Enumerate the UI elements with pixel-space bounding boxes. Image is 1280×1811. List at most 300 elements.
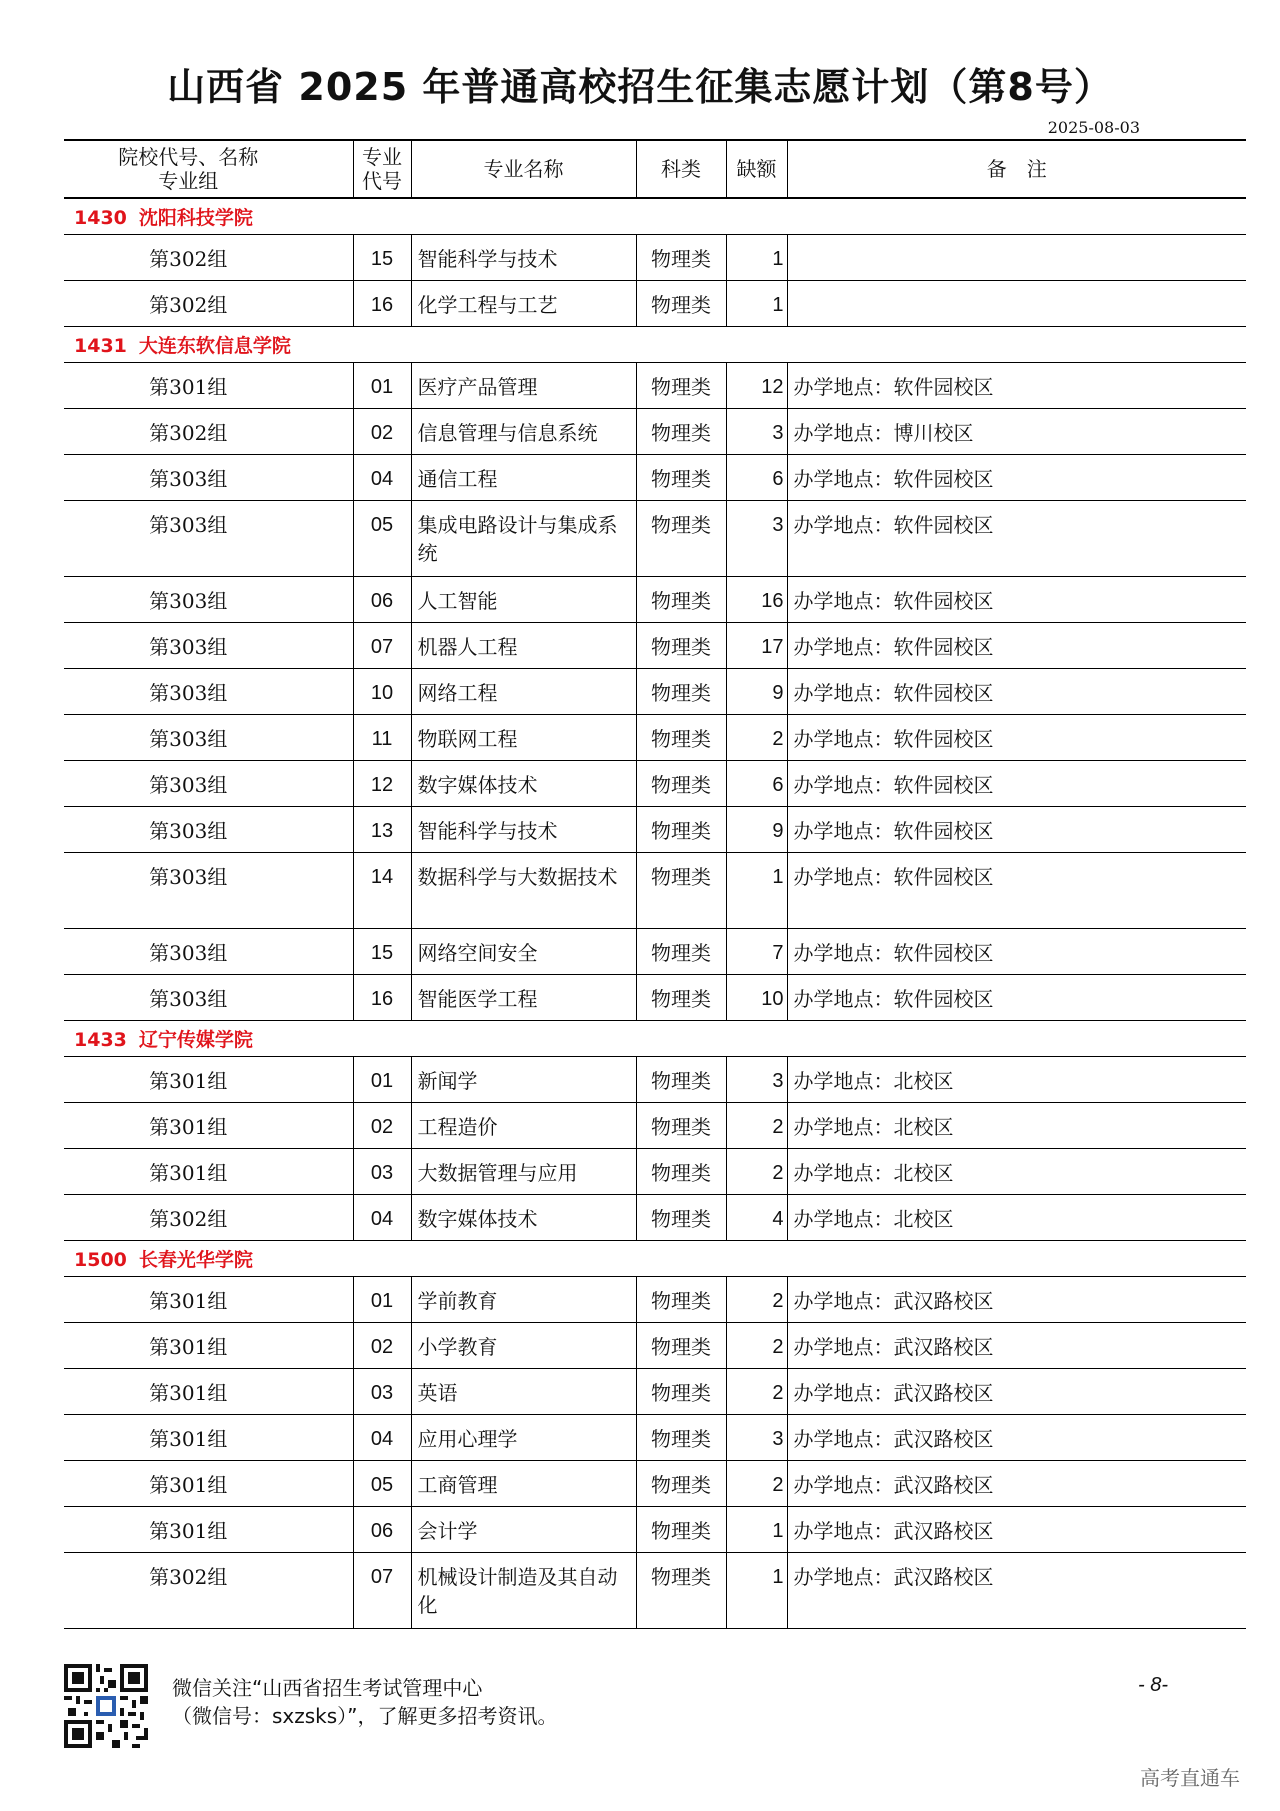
category-cell-text: 物理类 bbox=[651, 1426, 711, 1451]
category-cell-text: 物理类 bbox=[651, 1068, 711, 1093]
quota-cell-text: 3 bbox=[772, 513, 784, 536]
header-group bbox=[64, 140, 353, 198]
table-row bbox=[64, 1056, 1246, 1102]
table-row bbox=[64, 1460, 1246, 1506]
note-cell-text: 办学地点：北校区 bbox=[793, 1068, 954, 1093]
major-name-cell-text: 数据科学与大数据技术 bbox=[417, 864, 618, 889]
major-name-cell-text: 新闻学 bbox=[417, 1068, 478, 1093]
major-code-cell bbox=[353, 622, 411, 668]
major-code-cell bbox=[353, 280, 411, 326]
note-cell bbox=[787, 362, 1246, 408]
footer-line-2: （微信号：sxzsks）”，了解更多招考资讯。 bbox=[172, 1704, 558, 1728]
quota-cell-text: 3 bbox=[772, 1069, 784, 1092]
major-name-cell-text: 工商管理 bbox=[417, 1472, 498, 1497]
note-cell bbox=[787, 622, 1246, 668]
major-code-cell bbox=[353, 1552, 411, 1628]
quota-cell-text: 9 bbox=[772, 681, 784, 704]
table-row bbox=[64, 234, 1246, 280]
quota-cell bbox=[726, 1506, 787, 1552]
group-cell bbox=[64, 454, 353, 500]
note-cell-text: 办学地点：博川校区 bbox=[793, 420, 974, 445]
category-cell-text: 物理类 bbox=[651, 1518, 711, 1543]
note-cell-text: 办学地点：武汉路校区 bbox=[793, 1426, 994, 1451]
group-cell-text: 第302组 bbox=[149, 1564, 228, 1589]
quota-cell-text: 16 bbox=[761, 589, 784, 612]
major-code-cell bbox=[353, 974, 411, 1020]
school-row bbox=[64, 1240, 1246, 1276]
major-name-cell bbox=[411, 1414, 636, 1460]
quota-cell bbox=[726, 974, 787, 1020]
group-cell bbox=[64, 1102, 353, 1148]
major-name-cell bbox=[411, 1056, 636, 1102]
category-cell bbox=[636, 500, 726, 576]
quota-cell bbox=[726, 576, 787, 622]
group-cell-text: 第301组 bbox=[149, 1160, 228, 1185]
major-code-cell-text: 13 bbox=[370, 819, 394, 842]
note-cell bbox=[787, 1414, 1246, 1460]
group-cell-text: 第303组 bbox=[149, 864, 228, 889]
major-name-cell-text: 小学教育 bbox=[417, 1334, 498, 1359]
group-cell-text: 第301组 bbox=[149, 1114, 228, 1139]
category-cell-text: 物理类 bbox=[651, 466, 711, 491]
category-cell-text: 物理类 bbox=[651, 864, 711, 889]
note-cell bbox=[787, 974, 1246, 1020]
note-cell-text: 办学地点：武汉路校区 bbox=[793, 1380, 994, 1405]
table-row bbox=[64, 1506, 1246, 1552]
category-cell-text: 物理类 bbox=[651, 512, 711, 537]
category-cell-text: 物理类 bbox=[651, 1472, 711, 1497]
note-cell-text: 办学地点：软件园校区 bbox=[793, 374, 994, 399]
quota-cell-text: 3 bbox=[772, 1427, 784, 1450]
major-name-cell bbox=[411, 1102, 636, 1148]
quota-cell-text: 1 bbox=[772, 1519, 784, 1542]
group-cell bbox=[64, 1056, 353, 1102]
major-name-cell bbox=[411, 1276, 636, 1322]
major-code-cell bbox=[353, 1276, 411, 1322]
note-cell-text: 办学地点：北校区 bbox=[793, 1114, 954, 1139]
page-title: 山西省 2025 年普通高校招生征集志愿计划（第8号） bbox=[167, 65, 1113, 109]
quota-cell bbox=[726, 1194, 787, 1240]
group-cell-text: 第303组 bbox=[149, 940, 228, 965]
note-cell-text: 办学地点：软件园校区 bbox=[793, 588, 994, 613]
group-cell-text: 第303组 bbox=[149, 818, 228, 843]
major-name-cell-text: 智能科学与技术 bbox=[417, 818, 558, 843]
major-code-cell-text: 15 bbox=[370, 247, 394, 270]
major-code-cell bbox=[353, 852, 411, 928]
school-name: 辽宁传媒学院 bbox=[138, 1028, 253, 1051]
quota-cell-text: 1 bbox=[772, 1565, 784, 1588]
group-cell bbox=[64, 1552, 353, 1628]
quota-cell-text: 7 bbox=[772, 941, 784, 964]
table-row bbox=[64, 1148, 1246, 1194]
group-cell-text: 第303组 bbox=[149, 588, 228, 613]
major-name-cell-text: 集成电路设计与集成系统 bbox=[417, 512, 618, 565]
quota-cell bbox=[726, 1460, 787, 1506]
quota-cell-text: 9 bbox=[772, 819, 784, 842]
major-name-cell bbox=[411, 576, 636, 622]
major-name-cell bbox=[411, 806, 636, 852]
group-cell-text: 第302组 bbox=[149, 1206, 228, 1231]
note-cell bbox=[787, 1148, 1246, 1194]
enrollment-table bbox=[64, 139, 1246, 1629]
quota-cell-text: 2 bbox=[772, 1161, 784, 1184]
category-cell bbox=[636, 928, 726, 974]
group-cell bbox=[64, 1414, 353, 1460]
category-cell-text: 物理类 bbox=[651, 292, 711, 317]
major-code-cell bbox=[353, 1322, 411, 1368]
note-cell bbox=[787, 668, 1246, 714]
major-code-cell-text: 07 bbox=[370, 1565, 394, 1588]
quota-cell bbox=[726, 1368, 787, 1414]
major-code-cell bbox=[353, 1102, 411, 1148]
major-name-cell-text: 网络空间安全 bbox=[417, 940, 538, 965]
group-cell bbox=[64, 622, 353, 668]
major-code-cell-text: 02 bbox=[370, 421, 394, 444]
note-cell bbox=[787, 1368, 1246, 1414]
header-major-name: 专业名称 bbox=[411, 140, 636, 198]
watermark: 高考直通车 bbox=[1140, 1766, 1240, 1790]
major-name-cell-text: 智能科学与技术 bbox=[417, 246, 558, 271]
category-cell bbox=[636, 234, 726, 280]
school-row bbox=[64, 198, 1246, 234]
category-cell bbox=[636, 806, 726, 852]
note-cell-text: 办学地点：软件园校区 bbox=[793, 940, 994, 965]
group-cell-text: 第303组 bbox=[149, 512, 228, 537]
major-code-cell-text: 14 bbox=[370, 865, 394, 888]
major-name-cell bbox=[411, 454, 636, 500]
category-cell-text: 物理类 bbox=[651, 818, 711, 843]
table-row bbox=[64, 280, 1246, 326]
footer bbox=[0, 1660, 1280, 1780]
quota-cell-text: 10 bbox=[761, 987, 784, 1010]
note-cell bbox=[787, 806, 1246, 852]
school-name: 沈阳科技学院 bbox=[138, 206, 253, 229]
group-cell-text: 第303组 bbox=[149, 466, 228, 491]
note-cell bbox=[787, 928, 1246, 974]
group-cell bbox=[64, 668, 353, 714]
major-code-cell-text: 11 bbox=[371, 727, 393, 750]
quota-cell bbox=[726, 280, 787, 326]
group-cell bbox=[64, 500, 353, 576]
major-name-cell-text: 信息管理与信息系统 bbox=[417, 420, 598, 445]
quota-cell-text: 1 bbox=[772, 247, 784, 270]
group-cell-text: 第301组 bbox=[149, 1288, 228, 1313]
note-cell-text: 办学地点：软件园校区 bbox=[793, 864, 994, 889]
table-row bbox=[64, 1194, 1246, 1240]
category-cell-text: 物理类 bbox=[651, 1114, 711, 1139]
major-code-cell-text: 16 bbox=[370, 987, 394, 1010]
quota-cell bbox=[726, 714, 787, 760]
page-number: - 8- bbox=[1138, 1674, 1168, 1696]
group-cell-text: 第302组 bbox=[149, 292, 228, 317]
note-cell-text: 办学地点：软件园校区 bbox=[793, 818, 994, 843]
major-name-cell-text: 网络工程 bbox=[417, 680, 498, 705]
category-cell bbox=[636, 622, 726, 668]
table-row bbox=[64, 500, 1246, 576]
major-name-cell-text: 数字媒体技术 bbox=[417, 772, 538, 797]
category-cell-text: 物理类 bbox=[651, 588, 711, 613]
category-cell bbox=[636, 1460, 726, 1506]
note-cell bbox=[787, 714, 1246, 760]
group-cell bbox=[64, 1148, 353, 1194]
category-cell bbox=[636, 1056, 726, 1102]
major-code-cell bbox=[353, 576, 411, 622]
note-cell bbox=[787, 1276, 1246, 1322]
major-name-cell-text: 机械设计制造及其自动化 bbox=[417, 1564, 618, 1617]
group-cell bbox=[64, 974, 353, 1020]
major-name-cell bbox=[411, 500, 636, 576]
quota-cell bbox=[726, 1414, 787, 1460]
major-code-cell-text: 05 bbox=[370, 513, 394, 536]
table-row bbox=[64, 760, 1246, 806]
major-name-cell bbox=[411, 1368, 636, 1414]
group-cell bbox=[64, 1276, 353, 1322]
quota-cell bbox=[726, 1148, 787, 1194]
major-code-cell bbox=[353, 1056, 411, 1102]
major-code-cell bbox=[353, 1368, 411, 1414]
major-code-cell bbox=[353, 760, 411, 806]
group-cell bbox=[64, 760, 353, 806]
note-cell-text bbox=[788, 281, 1247, 291]
category-cell-text: 物理类 bbox=[651, 1334, 711, 1359]
note-cell-text: 办学地点：软件园校区 bbox=[793, 726, 994, 751]
note-cell bbox=[787, 1552, 1246, 1628]
major-name-cell-text: 工程造价 bbox=[417, 1114, 498, 1139]
note-cell bbox=[787, 1460, 1246, 1506]
group-cell-text: 第301组 bbox=[149, 1068, 228, 1093]
major-name-cell-text: 英语 bbox=[417, 1380, 458, 1405]
major-code-cell-text: 05 bbox=[370, 1473, 394, 1496]
major-name-cell bbox=[411, 928, 636, 974]
table-row bbox=[64, 454, 1246, 500]
major-code-cell-text: 03 bbox=[370, 1381, 394, 1404]
table-row bbox=[64, 1276, 1246, 1322]
major-name-cell bbox=[411, 1552, 636, 1628]
category-cell-text: 物理类 bbox=[651, 1380, 711, 1405]
quota-cell bbox=[726, 1276, 787, 1322]
school-code: 1430 bbox=[74, 206, 127, 229]
major-name-cell bbox=[411, 1148, 636, 1194]
category-cell bbox=[636, 668, 726, 714]
header-group-label: 院校代号、名称 专业组 bbox=[118, 145, 259, 193]
major-name-cell bbox=[411, 1322, 636, 1368]
quota-cell-text: 3 bbox=[772, 421, 784, 444]
major-code-cell bbox=[353, 1460, 411, 1506]
note-cell-text: 办学地点：武汉路校区 bbox=[793, 1518, 994, 1543]
category-cell-text: 物理类 bbox=[651, 420, 711, 445]
category-cell bbox=[636, 1322, 726, 1368]
note-cell bbox=[787, 852, 1246, 928]
major-code-cell-text: 07 bbox=[370, 635, 394, 658]
group-cell-text: 第301组 bbox=[149, 1426, 228, 1451]
major-name-cell-text: 物联网工程 bbox=[417, 726, 518, 751]
major-code-cell-text: 16 bbox=[370, 293, 394, 316]
major-name-cell bbox=[411, 280, 636, 326]
category-cell-text: 物理类 bbox=[651, 374, 711, 399]
major-name-cell bbox=[411, 622, 636, 668]
school-code: 1431 bbox=[74, 334, 127, 357]
category-cell bbox=[636, 1368, 726, 1414]
quota-cell bbox=[726, 760, 787, 806]
quota-cell bbox=[726, 1102, 787, 1148]
table-row bbox=[64, 362, 1246, 408]
school-heading bbox=[64, 1020, 1246, 1056]
school-heading bbox=[64, 1240, 1246, 1276]
quota-cell-text: 2 bbox=[772, 1381, 784, 1404]
quota-cell bbox=[726, 852, 787, 928]
quota-cell-text: 1 bbox=[772, 865, 784, 888]
major-name-cell bbox=[411, 852, 636, 928]
major-code-cell-text: 02 bbox=[370, 1115, 394, 1138]
note-cell-text bbox=[788, 235, 1247, 245]
table-row bbox=[64, 408, 1246, 454]
school-name: 长春光华学院 bbox=[138, 1248, 253, 1271]
major-name-cell-text: 大数据管理与应用 bbox=[417, 1160, 578, 1185]
major-code-cell-text: 02 bbox=[370, 1335, 394, 1358]
group-cell bbox=[64, 1322, 353, 1368]
major-name-cell-text: 应用心理学 bbox=[417, 1426, 518, 1451]
school-heading bbox=[64, 198, 1246, 234]
category-cell-text: 物理类 bbox=[651, 772, 711, 797]
major-code-cell-text: 06 bbox=[370, 1519, 394, 1542]
group-cell-text: 第301组 bbox=[149, 374, 228, 399]
quota-cell-text: 6 bbox=[772, 773, 784, 796]
major-code-cell bbox=[353, 500, 411, 576]
quota-cell-text: 17 bbox=[761, 635, 784, 658]
table-row bbox=[64, 1368, 1246, 1414]
group-cell bbox=[64, 280, 353, 326]
group-cell-text: 第303组 bbox=[149, 726, 228, 751]
major-name-cell bbox=[411, 668, 636, 714]
table-body bbox=[64, 198, 1246, 1628]
note-cell bbox=[787, 1056, 1246, 1102]
quota-cell-text: 2 bbox=[772, 1289, 784, 1312]
school-code: 1433 bbox=[74, 1028, 127, 1051]
group-cell-text: 第301组 bbox=[149, 1334, 228, 1359]
table-row bbox=[64, 576, 1246, 622]
major-code-cell bbox=[353, 1194, 411, 1240]
note-cell-text: 办学地点：北校区 bbox=[793, 1160, 954, 1185]
quota-cell bbox=[726, 622, 787, 668]
major-name-cell bbox=[411, 974, 636, 1020]
note-cell-text: 办学地点：软件园校区 bbox=[793, 512, 994, 537]
group-cell-text: 第301组 bbox=[149, 1518, 228, 1543]
major-code-cell bbox=[353, 668, 411, 714]
school-code: 1500 bbox=[74, 1248, 127, 1271]
major-name-cell bbox=[411, 362, 636, 408]
school-name: 大连东软信息学院 bbox=[138, 334, 291, 357]
category-cell bbox=[636, 280, 726, 326]
category-cell-text: 物理类 bbox=[651, 726, 711, 751]
category-cell-text: 物理类 bbox=[651, 680, 711, 705]
major-code-cell-text: 04 bbox=[370, 1207, 394, 1230]
note-cell-text: 办学地点：软件园校区 bbox=[793, 634, 994, 659]
category-cell bbox=[636, 454, 726, 500]
note-cell bbox=[787, 234, 1246, 280]
group-cell bbox=[64, 1194, 353, 1240]
category-cell bbox=[636, 1506, 726, 1552]
major-code-cell-text: 01 bbox=[370, 1289, 394, 1312]
table-row bbox=[64, 806, 1246, 852]
category-cell bbox=[636, 1276, 726, 1322]
group-cell-text: 第303组 bbox=[149, 634, 228, 659]
group-cell-text: 第303组 bbox=[149, 680, 228, 705]
category-cell-text: 物理类 bbox=[651, 1288, 711, 1313]
qr-code-icon bbox=[64, 1664, 148, 1748]
quota-cell-text: 2 bbox=[772, 1473, 784, 1496]
note-cell bbox=[787, 280, 1246, 326]
group-cell bbox=[64, 714, 353, 760]
note-cell-text: 办学地点：武汉路校区 bbox=[793, 1334, 994, 1359]
major-name-cell-text: 智能医学工程 bbox=[417, 986, 538, 1011]
major-code-cell-text: 03 bbox=[370, 1161, 394, 1184]
major-code-cell bbox=[353, 362, 411, 408]
quota-cell bbox=[726, 1552, 787, 1628]
header-note: 备 注 bbox=[787, 140, 1246, 198]
major-name-cell-text: 化学工程与工艺 bbox=[417, 292, 558, 317]
major-code-cell bbox=[353, 408, 411, 454]
group-cell bbox=[64, 1368, 353, 1414]
group-cell bbox=[64, 1506, 353, 1552]
category-cell bbox=[636, 1148, 726, 1194]
publish-date: 2025-08-03 bbox=[1047, 118, 1140, 137]
group-cell-text: 第301组 bbox=[149, 1380, 228, 1405]
major-code-cell bbox=[353, 454, 411, 500]
group-cell bbox=[64, 362, 353, 408]
major-name-cell bbox=[411, 1460, 636, 1506]
note-cell bbox=[787, 1102, 1246, 1148]
category-cell-text: 物理类 bbox=[651, 940, 711, 965]
category-cell bbox=[636, 1414, 726, 1460]
category-cell bbox=[636, 1194, 726, 1240]
school-heading bbox=[64, 326, 1246, 362]
quota-cell bbox=[726, 668, 787, 714]
category-cell bbox=[636, 362, 726, 408]
quota-cell-text: 4 bbox=[772, 1207, 784, 1230]
table-row bbox=[64, 622, 1246, 668]
major-name-cell-text: 机器人工程 bbox=[417, 634, 518, 659]
major-name-cell-text: 通信工程 bbox=[417, 466, 498, 491]
footer-text bbox=[172, 1674, 558, 1730]
quota-cell bbox=[726, 500, 787, 576]
major-name-cell-text: 会计学 bbox=[417, 1518, 478, 1543]
group-cell bbox=[64, 852, 353, 928]
group-cell bbox=[64, 234, 353, 280]
major-code-cell bbox=[353, 714, 411, 760]
group-cell-text: 第303组 bbox=[149, 772, 228, 797]
category-cell bbox=[636, 1552, 726, 1628]
major-code-cell bbox=[353, 234, 411, 280]
header-category: 科类 bbox=[636, 140, 726, 198]
quota-cell bbox=[726, 408, 787, 454]
school-row bbox=[64, 326, 1246, 362]
category-cell-text: 物理类 bbox=[651, 1564, 711, 1589]
note-cell bbox=[787, 760, 1246, 806]
note-cell bbox=[787, 576, 1246, 622]
quota-cell-text: 2 bbox=[772, 727, 784, 750]
header-quota: 缺额 bbox=[726, 140, 787, 198]
note-cell-text: 办学地点：软件园校区 bbox=[793, 986, 994, 1011]
major-code-cell-text: 01 bbox=[370, 375, 394, 398]
major-code-cell bbox=[353, 928, 411, 974]
table-row bbox=[64, 852, 1246, 928]
major-name-cell bbox=[411, 1506, 636, 1552]
major-name-cell bbox=[411, 760, 636, 806]
note-cell bbox=[787, 408, 1246, 454]
school-row bbox=[64, 1020, 1246, 1056]
major-code-cell-text: 04 bbox=[370, 1427, 394, 1450]
table-row bbox=[64, 1322, 1246, 1368]
